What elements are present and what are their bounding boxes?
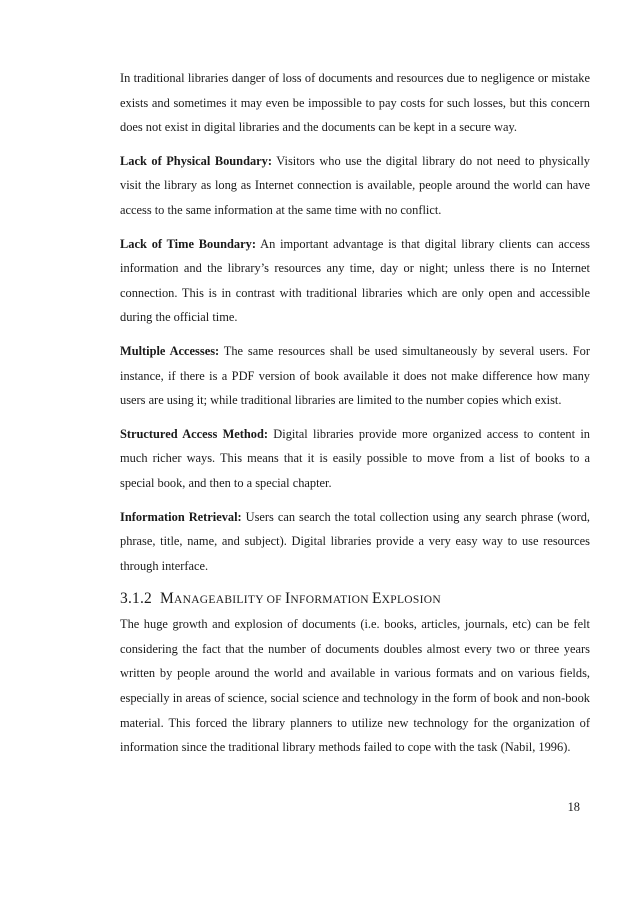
section-title-word-3: EXPLOSION xyxy=(372,590,441,608)
structured-access-text: Digital libraries provide more organized access to content in much richer ways. This means that it is easily possible to move from a list of books to a special book, and then to a special chapter. xyxy=(120,426,590,490)
multiple-accesses-paragraph xyxy=(120,339,590,413)
information-retrieval-text: Users can search the total collection using any search phrase (word, phrase, title, name, and subject). Digital libraries provide a very easy way to use resources through interface. xyxy=(120,509,590,573)
document-page xyxy=(120,66,590,769)
multiple-accesses-text: The same resources shall be used simultaneously by several users. For instance, if there is a PDF version of book available it does not make difference how many users are using it; while traditional libraries are limited to the number copies which exist. xyxy=(120,343,590,408)
time-boundary-term: Lack of Time Boundary: xyxy=(120,236,256,251)
section-body-paragraph xyxy=(120,612,590,760)
structured-access-term: Structured Access Method: xyxy=(120,426,269,441)
information-retrieval-paragraph xyxy=(120,505,590,579)
intro-paragraph xyxy=(120,66,590,140)
physical-boundary-text: Visitors who use the digital library do not need to physically visit the library as long as Internet connection is available, people around the world can have access to the same information at the same time with no conflict. xyxy=(120,153,590,217)
section-title-word-1: MANAGEABILITY OF xyxy=(160,590,286,608)
section-heading xyxy=(120,588,590,611)
physical-boundary-paragraph xyxy=(120,149,590,223)
time-boundary-text: An important advantage is that digital library clients can access information and the library’s resources any time, day or night; unless there is no Internet connection. This is in contrast with traditional libraries which are only open and accessible during the official time. xyxy=(120,236,590,325)
structured-access-paragraph xyxy=(120,422,590,496)
section-body-text: The huge growth and explosion of documents (i.e. books, articles, journals, etc) can be felt considering the fact that the number of documents doubles almost every two or three years written by people around the world and available in various formats and on various fields, especially in areas of science, social science and technology in the form of book and non-book material. This forced the library planners to utilize new technology for the organization of information since the traditional library methods failed to cope with the task (Nabil, 1996). xyxy=(120,617,590,755)
multiple-accesses-term: Multiple Accesses: xyxy=(120,343,220,358)
section-title-word-2: INFORMATION xyxy=(285,590,372,608)
page-number: 18 xyxy=(567,800,580,814)
section-number: 3.1.2 xyxy=(120,590,152,608)
information-retrieval-term: Information Retrieval: xyxy=(120,509,242,524)
intro-paragraph-text: In traditional libraries danger of loss of documents and resources due to negligence or mistake exists and sometimes it may even be impossible to pay costs for such losses, but this concern does not exist in digital libraries and the documents can be kept in a secure way. xyxy=(120,71,590,135)
time-boundary-paragraph xyxy=(120,232,590,330)
physical-boundary-term: Lack of Physical Boundary: xyxy=(120,153,272,168)
